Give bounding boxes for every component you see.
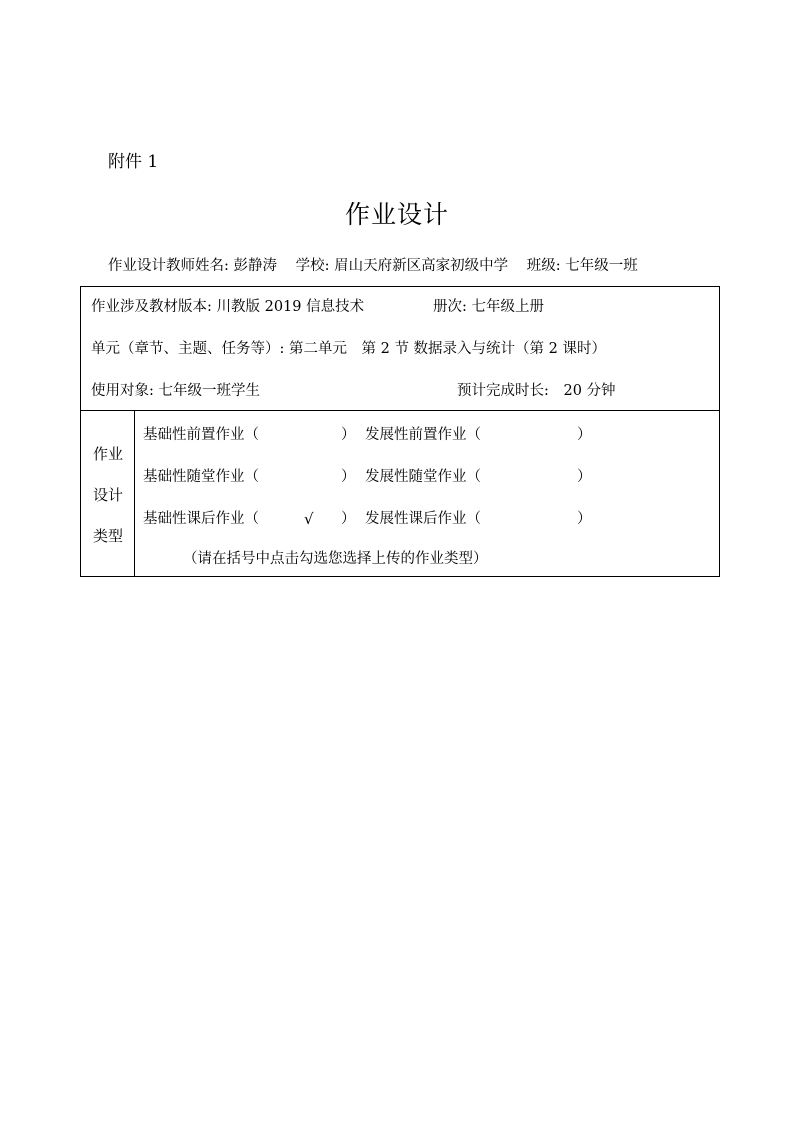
attachment-label: 附件 1	[108, 152, 159, 172]
option-basic-class-close: ）	[341, 469, 356, 485]
duration-label: 预计完成时长:	[457, 383, 549, 399]
unit-value: 第二单元 第 2 节 数据录入与统计（第 2 课时）	[289, 341, 606, 357]
volume-value: 七年级上册	[471, 299, 544, 315]
school-name: 眉山天府新区高家初级中学	[334, 258, 509, 274]
class-label: 班级:	[526, 258, 561, 274]
option-basic-after-mark[interactable]: √	[304, 510, 314, 528]
type-label-line-2: 设计	[92, 486, 123, 504]
option-develop-class-close: ）	[577, 469, 592, 485]
selection-instruction-note: （请在括号中点击勾选您选择上传的作业类型）	[183, 551, 488, 567]
option-develop-class-label: 发展性随堂作业（	[365, 469, 481, 485]
option-basic-after[interactable]	[143, 509, 259, 529]
teacher-name: 彭静涛	[233, 258, 277, 274]
assignment-form-table	[80, 286, 720, 577]
option-basic-pre-close: ）	[341, 427, 356, 443]
assignment-type-header-cell	[81, 411, 135, 576]
option-develop-class[interactable]	[365, 467, 481, 487]
unit-label: 单元（章节、主题、任务等）:	[91, 341, 285, 357]
duration-value: 20 分钟	[563, 383, 616, 399]
type-label-line-1: 作业	[92, 445, 123, 463]
unit-row	[91, 339, 606, 359]
school-label: 学校:	[295, 258, 330, 274]
volume-row	[433, 297, 544, 317]
option-basic-pre-label: 基础性前置作业（	[143, 427, 259, 443]
option-basic-class-label: 基础性随堂作业（	[143, 469, 259, 485]
document-title: 作业设计	[344, 200, 449, 229]
option-develop-pre-close: ）	[577, 427, 592, 443]
option-develop-after-label: 发展性课后作业（	[365, 511, 481, 527]
option-develop-pre[interactable]	[365, 425, 481, 445]
option-basic-after-label: 基础性课后作业（	[143, 511, 259, 527]
option-develop-after-close: ）	[577, 511, 592, 527]
teacher-label: 作业设计教师姓名:	[108, 258, 229, 274]
class-name: 七年级一班	[565, 258, 638, 274]
option-develop-after[interactable]	[365, 509, 481, 529]
edition-row	[91, 297, 364, 317]
edition-label: 作业涉及教材版本:	[91, 299, 212, 315]
edition-value: 川教版 2019 信息技术	[216, 299, 365, 315]
option-develop-pre-label: 发展性前置作业（	[365, 427, 481, 443]
duration-row	[457, 381, 616, 401]
option-basic-pre[interactable]	[143, 425, 259, 445]
volume-label: 册次:	[433, 299, 467, 315]
audience-row	[91, 381, 260, 401]
option-basic-class[interactable]	[143, 467, 259, 487]
teacher-info-line	[108, 256, 638, 276]
audience-label: 使用对象:	[91, 383, 154, 399]
form-info-section	[81, 287, 719, 411]
option-basic-after-close: ）	[341, 511, 356, 527]
audience-value: 七年级一班学生	[158, 383, 260, 399]
type-label-line-3: 类型	[92, 527, 123, 545]
